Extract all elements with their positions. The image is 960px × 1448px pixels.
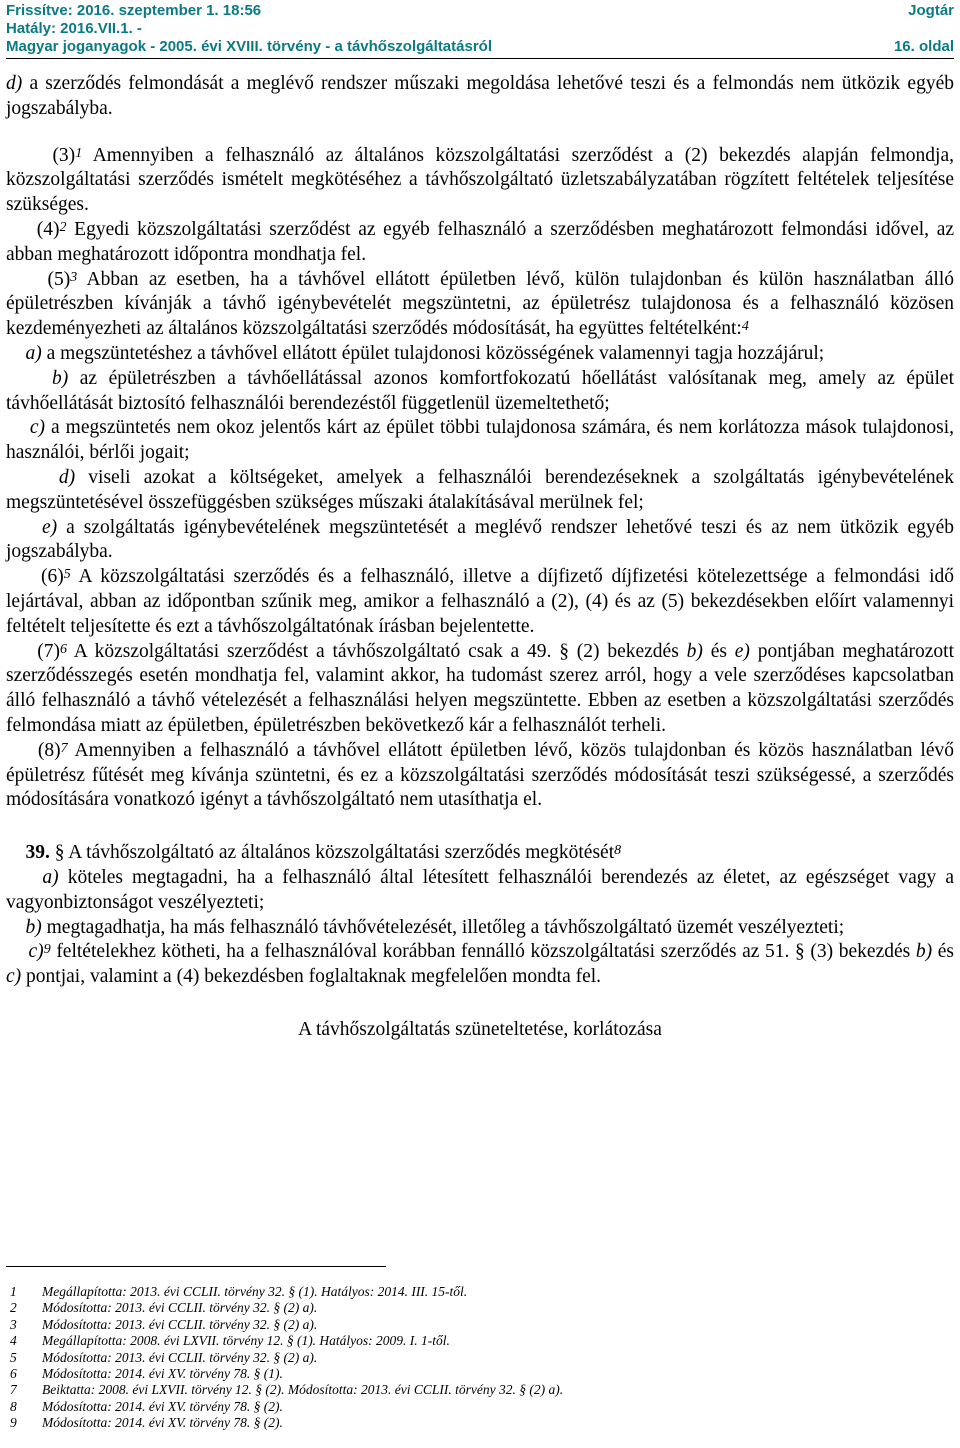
header-law-title: Magyar joganyagok - 2005. évi XVIII. törvény - a távhőszolgáltatásról [6, 38, 492, 55]
paragraph-text: Egyedi közszolgáltatási szerződést az egyéb felhasználó a szerződésben meghatározott felmondási idővel, az abban meghatározott időpontra mondhatja fel. [6, 218, 955, 265]
item-label: b) [52, 367, 69, 389]
footnote [6, 1382, 563, 1398]
footnote-text: Módosította: 2013. évi CCLII. törvény 32. § (2) a). [42, 1300, 318, 1316]
paragraph-text: az épületrészben a távhőellátással azonos komfortfokozatú hőellátást valósítanak meg, amely az épület távhőellátását biztosító felhasználói berendezéstől függetlenül üzemeltethető; [6, 367, 954, 414]
item-label: d) [58, 466, 76, 488]
footnote-ref[interactable]: 5 [63, 567, 71, 583]
item-ref: b) [686, 640, 703, 662]
paragraph-5-d [6, 466, 954, 516]
paragraph-text: a szerződés felmondását a meglévő rendszer műszaki megoldása lehetővé teszi és a felmondás nem ütközik egyéb jogszabályba. [6, 73, 954, 119]
footnote-text: Beiktatta: 2008. évi LXVII. törvény 12. § (2). Módosította: 2013. évi CCLII. törvény 32. § (2) a). [42, 1382, 564, 1398]
item-label: b) [25, 916, 42, 938]
paragraph-text: a szolgáltatás igénybevételének megszüntetését a meglévő rendszer lehetővé teszi és az nem ütközik egyéb jogszabályba. [6, 516, 954, 563]
footnote [6, 1350, 563, 1366]
footnote [6, 1300, 563, 1316]
paragraph-number: (8) [37, 739, 61, 761]
paragraph-number: (5) [47, 268, 71, 290]
header-line-2 [6, 20, 954, 37]
document-body [6, 72, 954, 1043]
section-39-b [6, 916, 954, 941]
footnote-number: 4 [10, 1333, 17, 1349]
paragraph-5 [6, 268, 954, 342]
footnote [6, 1284, 563, 1300]
item-label: a) [42, 866, 59, 888]
paragraph-text: megtagadhatja, ha más felhasználó távhővételezését, illetőleg a távhőszolgáltató üzemét veszélyezteti; [41, 916, 845, 938]
paragraph-number: (6) [41, 566, 64, 588]
paragraph-text: pontjai, valamint a (4) bekezdésben foglaltaknak megfelelően mondta fel. [21, 966, 602, 988]
footnote-ref[interactable]: 8 [614, 843, 622, 859]
footnote [6, 1333, 563, 1349]
footnote-number: 9 [10, 1415, 17, 1431]
paragraph-text: A közszolgáltatási szerződést a távhőszolgáltató csak a 49. § (2) bekezdés [67, 640, 687, 662]
header-effective: Hatály: 2016.VII.1. - [6, 20, 142, 37]
paragraph-5-c [6, 416, 954, 466]
paragraph-text: Amennyiben a felhasználó az általános közszolgáltatási szerződést a (2) bekezdés alapján felmondja, közszolgáltatási szerződés ismételt megkötéséhez a távhőszolgáltató üzletszabályzatában rögzített feltételek teljesítése szükséges. [6, 144, 955, 216]
header-line-1 [6, 2, 954, 19]
footnote-text: Módosította: 2014. évi XV. törvény 78. § (2). [42, 1398, 283, 1414]
footnote-ref[interactable]: 7 [60, 740, 68, 756]
paragraph-number: (3) [52, 144, 76, 166]
footnote-text: Módosította: 2013. évi CCLII. törvény 32. § (2) a). [42, 1316, 318, 1332]
footnote-ref[interactable]: 9 [43, 942, 51, 958]
paragraph-5-a [6, 342, 954, 367]
paragraph-text: A közszolgáltatási szerződés és a felhasználó, illetve a díjfizető díjfizetési kötelezettsége a felmondási idő lejártával, abban az időpontban szűnik meg, amikor a felhasználó a (2), (4) és az (5) bekezdésekben előírt valamennyi feltételt teljesítette és ezt a távhőszolgáltatónak írásban bejelentette. [6, 566, 955, 637]
item-label: c) [29, 417, 46, 439]
paragraph-text: Abban az esetben, ha a távhővel ellátott épületben lévő, külön tulajdonban és külön használatban álló épületrészben kívánják a távhő igénybevételét megszüntetni, az épületrész tulajdonosa és a felhasználó közösen kezdeményezheti az általános közszolgáltatási szerződés módosítását, ha együttes feltételként: [6, 268, 955, 340]
footnote [6, 1415, 563, 1431]
paragraph-8 [6, 739, 954, 813]
footnote-number: 8 [10, 1398, 17, 1414]
header-brand: Jogtár [908, 2, 954, 19]
footnote-number: 6 [10, 1366, 17, 1382]
item-label: d) [6, 73, 23, 94]
footnote-ref[interactable]: 6 [60, 641, 68, 657]
footnote-text: Megállapította: 2008. évi LXVII. törvény 12. § (1). Hatályos: 2009. I. 1-től. [42, 1333, 450, 1349]
footnote [6, 1399, 563, 1415]
item-label: c) [28, 941, 44, 963]
paragraph-number: (4) [36, 218, 60, 240]
paragraph-text: pontjában meghatározott szerződésszegés esetén mondhatja fel, valamint akkor, ha tudomást szerez arról, hogy a vele szerződéses kapcsolatban álló felhasználó a távhő vételezését a felhasználási helyen megszüntette. Ebben az esetben a közszolgáltatási szerződés felmondása miatt az épületben, épületrészben bekövetkező kár a felhasználót terheli. [6, 640, 954, 736]
footnote-ref[interactable]: 4 [741, 319, 749, 335]
item-label: e) [41, 516, 58, 538]
footnote-text: Megállapította: 2013. évi CCLII. törvény 32. § (1). Hatályos: 2014. III. 15-től. [42, 1284, 468, 1299]
paragraph-5-e [6, 516, 954, 566]
footnote-number: 1 [10, 1284, 17, 1299]
footnote-text: Módosította: 2013. évi CCLII. törvény 32. § (2) a). [42, 1349, 318, 1365]
paragraph-text: viseli azokat a költségeket, amelyek a felhasználói berendezéseknek a szolgáltatás igénybevételének megszüntetésével összefüggésben szükséges műszaki átalakításával merülnek fel; [6, 466, 954, 513]
paragraph-text: és [702, 640, 735, 662]
item-ref: c) [6, 966, 22, 988]
paragraph-7 [6, 640, 954, 739]
footnotes [6, 1284, 563, 1432]
footnote-number: 3 [10, 1316, 17, 1332]
footnote-ref[interactable]: 3 [70, 269, 78, 285]
footnote-text: Módosította: 2014. évi XV. törvény 78. § (1). [42, 1366, 283, 1382]
paragraph-5-b [6, 367, 954, 417]
paragraph-text: köteles megtagadni, ha a felhasználó által létesített felhasználói berendezés az életet, az egészséget vagy a vagyonbiztonságot veszélyezteti; [6, 866, 954, 913]
footnote-number: 2 [10, 1300, 17, 1316]
paragraph-d [6, 72, 954, 122]
footnote [6, 1317, 563, 1333]
footnote-ref[interactable]: 2 [59, 219, 67, 235]
footnote-ref[interactable]: 1 [75, 145, 83, 161]
section-subtitle: A távhőszolgáltatás szüneteltetése, korlátozása [298, 1018, 662, 1040]
item-ref: e) [734, 640, 750, 662]
paragraph-4 [6, 218, 954, 268]
paragraph-text: a megszüntetés nem okoz jelentős kárt az épület többi tulajdonosa számára, és nem korlátozza mások tulajdonosi, használói, bérlői jogait; [6, 417, 954, 464]
paragraph-6 [6, 565, 954, 639]
paragraph-text: feltételekhez kötheti, ha a felhasználóval korábban fennálló közszolgáltatási szerződés az 51. § (3) bekezdés [50, 941, 916, 963]
section-39-a [6, 866, 954, 916]
item-ref: b) [915, 941, 933, 963]
header-line-3 [6, 38, 954, 55]
section-number: 39. [25, 842, 50, 864]
paragraph-number: (7) [37, 640, 61, 662]
paragraph-3 [6, 144, 954, 218]
paragraph-text: a megszüntetéshez a távhővel ellátott épület tulajdonosi közösségének valamennyi tagja hozzájárul; [41, 342, 825, 364]
header-updated: Frissítve: 2016. szeptember 1. 18:56 [6, 2, 262, 19]
footnote-number: 7 [10, 1382, 17, 1398]
paragraph-text: A távhőszolgáltató az általános közszolgáltatási szerződés megkötését [64, 842, 615, 864]
paragraph-text: és [932, 941, 955, 963]
section-sign: § [54, 842, 65, 864]
section-39-c [6, 940, 954, 990]
footnote [6, 1366, 563, 1382]
item-label: a) [25, 342, 42, 364]
footnote-number: 5 [10, 1349, 17, 1365]
header-page-number: 16. oldal [893, 38, 954, 55]
header-divider [6, 58, 954, 59]
section-39 [6, 841, 954, 866]
footnote-text: Módosította: 2014. évi XV. törvény 78. § (2). [42, 1415, 283, 1431]
footnote-divider [6, 1266, 386, 1267]
paragraph-text: Amennyiben a felhasználó a távhővel ellátott épületben lévő, közös tulajdonban és közös használatban lévő épületrész fűtését meg kívánja szüntetni, és ez a közszolgáltatási szerződés módosítását teszi szükségessé, a szerződés módosítására vonatkozó igényt a távhőszolgáltató nem utasíthatja el. [6, 739, 955, 811]
